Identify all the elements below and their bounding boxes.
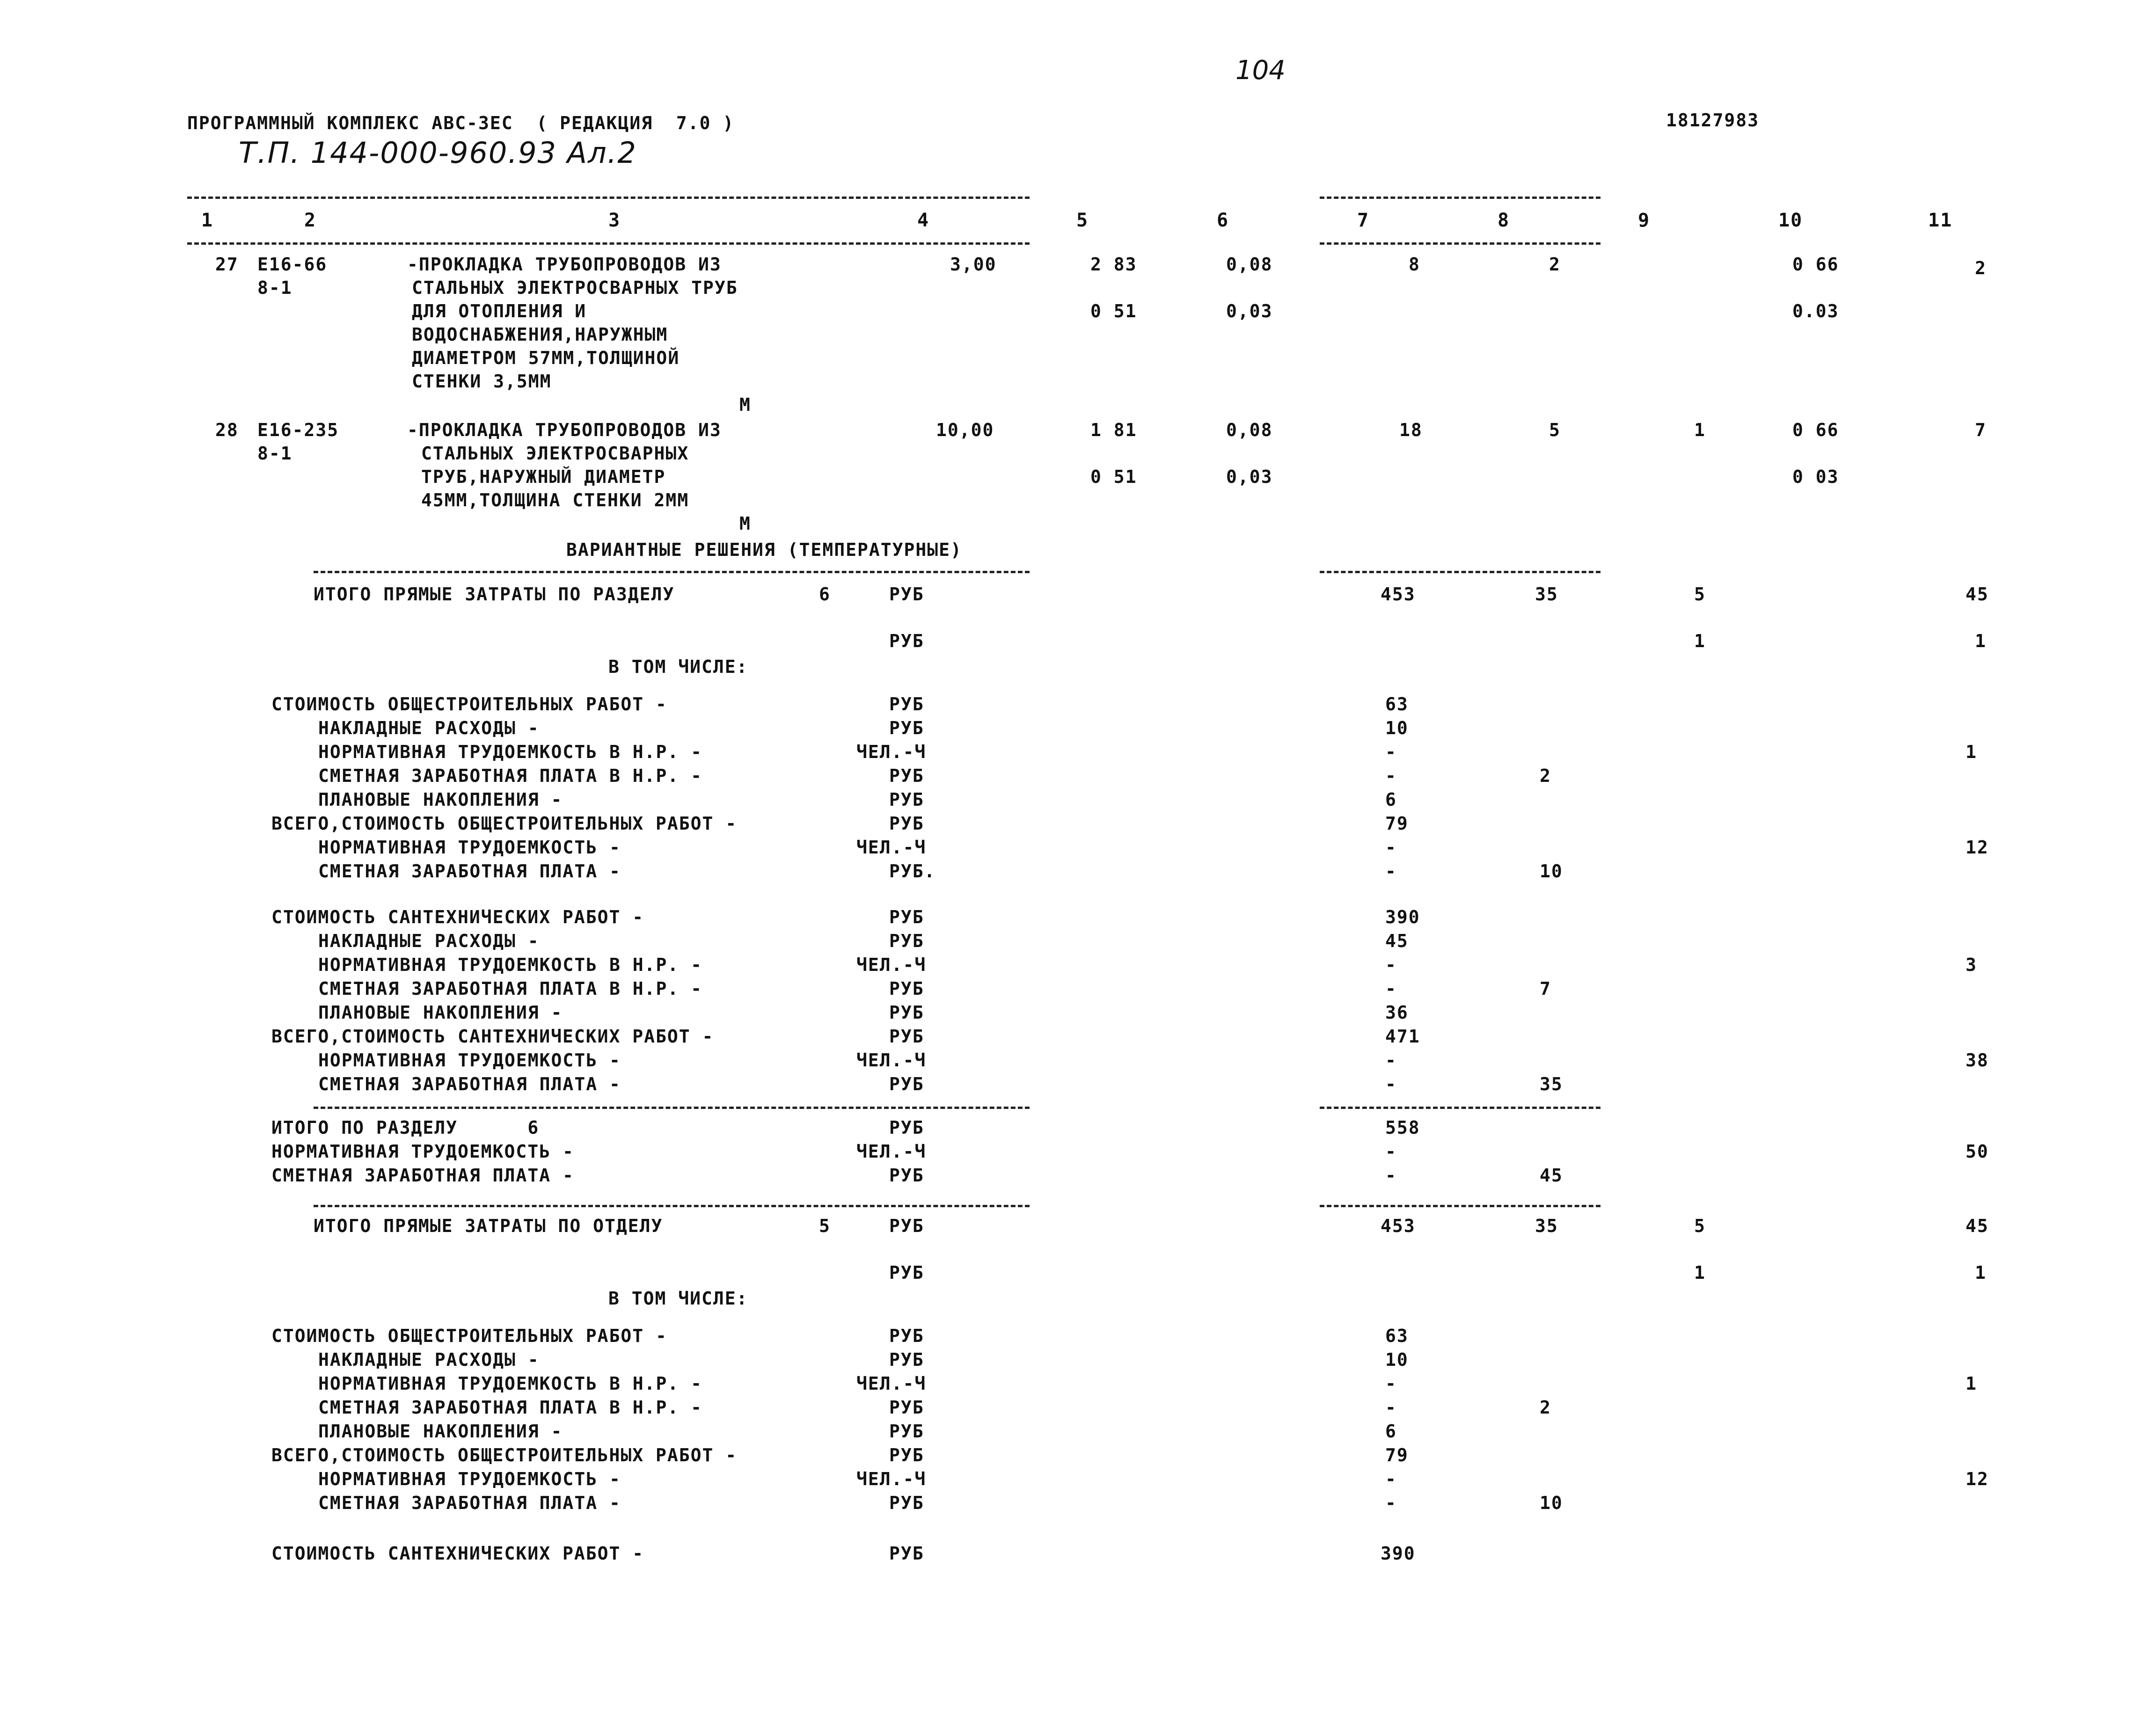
- column-header: 2: [304, 210, 317, 231]
- row-label: НОРМАТИВНАЯ ТРУДОЕМКОСТЬ -: [318, 837, 621, 858]
- column-header: 10: [1778, 210, 1803, 231]
- row-unit: РУБ: [889, 1165, 924, 1186]
- row-col8: 35: [1540, 1074, 1563, 1094]
- cell-col10-a: 0 66: [1792, 420, 1839, 440]
- unit-mark: М: [739, 513, 751, 534]
- section-total-number: 6: [819, 584, 831, 605]
- row-col8: 2: [1540, 1397, 1551, 1418]
- row-label: СТОИМОСТЬ ОБЩЕСТРОИТЕЛЬНЫХ РАБОТ -: [271, 694, 667, 714]
- row-col7: -: [1385, 861, 1397, 882]
- row-unit: ЧЕЛ.-Ч: [856, 1050, 927, 1071]
- cell-unit-price-total: 1 81: [1090, 420, 1137, 440]
- row-unit: РУБ: [889, 1445, 924, 1465]
- row-col11: 3: [1966, 955, 1977, 975]
- department-total-unit: РУБ: [889, 1216, 924, 1236]
- row-label: ВСЕГО,СТОИМОСТЬ САНТЕХНИЧЕСКИХ РАБОТ -: [271, 1026, 714, 1047]
- unit-mark: М: [739, 394, 751, 415]
- row-col7: 558: [1385, 1117, 1420, 1138]
- row-col7: -: [1385, 955, 1397, 975]
- department-total-unit2: РУБ: [889, 1262, 924, 1283]
- rule: [314, 1107, 1030, 1109]
- header-rule-bottom: [187, 242, 1030, 245]
- cell-col6-a: 0,08: [1226, 254, 1273, 275]
- row-label: ПЛАНОВЫЕ НАКОПЛЕНИЯ -: [318, 1421, 563, 1442]
- row-col7: -: [1385, 837, 1397, 858]
- item-desc-line: ВОДОСНАБЖЕНИЯ,НАРУЖНЫМ: [412, 324, 668, 345]
- row-col7: -: [1385, 1165, 1397, 1186]
- cell-col9: 1: [1694, 420, 1706, 440]
- row-col7: -: [1385, 1469, 1397, 1489]
- row-unit: ЧЕЛ.-Ч: [856, 837, 927, 858]
- section-total-col9b: 1: [1694, 631, 1706, 651]
- cell-col7: 18: [1399, 420, 1423, 440]
- row-unit: РУБ: [889, 1026, 924, 1047]
- department-total-col11b: 1: [1975, 1262, 1987, 1283]
- section-total-col8: 35: [1535, 584, 1558, 605]
- row-unit: РУБ: [889, 1349, 924, 1370]
- last-line-unit: РУБ: [889, 1543, 924, 1564]
- row-label: НОРМАТИВНАЯ ТРУДОЕМКОСТЬ -: [271, 1141, 574, 1162]
- row-label: НОРМАТИВНАЯ ТРУДОЕМКОСТЬ В Н.Р. -: [318, 742, 702, 762]
- row-col7: -: [1385, 1050, 1397, 1071]
- row-col7: -: [1385, 1074, 1397, 1094]
- row-col11: 1: [1966, 1373, 1977, 1394]
- row-unit: РУБ: [889, 789, 924, 810]
- row-label: НАКЛАДНЫЕ РАСХОДЫ -: [318, 718, 540, 738]
- row-col7: -: [1385, 1141, 1397, 1162]
- cell-unit-price-total: 2 83: [1090, 254, 1137, 275]
- row-unit: РУБ.: [889, 861, 936, 882]
- row-unit: РУБ: [889, 813, 924, 834]
- row-col7: 10: [1385, 718, 1409, 738]
- row-unit: РУБ: [889, 1074, 924, 1094]
- row-unit: РУБ: [889, 931, 924, 951]
- row-col11: 1: [1966, 742, 1977, 762]
- row-col7: 79: [1385, 1445, 1409, 1465]
- row-col7: 63: [1385, 694, 1409, 714]
- item-desc-line: СТАЛЬНЫХ ЭЛЕКТРОСВАРНЫХ: [421, 443, 689, 464]
- department-total-col9b: 1: [1694, 1262, 1706, 1283]
- row-label: СМЕТНАЯ ЗАРАБОТНАЯ ПЛАТА -: [318, 861, 621, 882]
- rule: [1320, 1107, 1601, 1109]
- item-code: Е16-235: [257, 420, 339, 440]
- row-label: СТОИМОСТЬ САНТЕХНИЧЕСКИХ РАБОТ -: [271, 907, 644, 927]
- row-label: ВСЕГО,СТОИМОСТЬ ОБЩЕСТРОИТЕЛЬНЫХ РАБОТ -: [271, 1445, 738, 1465]
- department-total-number: 5: [819, 1216, 831, 1236]
- row-label: СМЕТНАЯ ЗАРАБОТНАЯ ПЛАТА В Н.Р. -: [318, 1397, 702, 1418]
- item-desc-line: -ПРОКЛАДКА ТРУБОПРОВОДОВ ИЗ: [407, 420, 722, 440]
- section-total-col11b: 1: [1975, 631, 1987, 651]
- column-header: 9: [1638, 210, 1651, 231]
- header-rule-top-right: [1320, 197, 1601, 199]
- cell-unit-price-wage: 0 51: [1090, 301, 1137, 321]
- row-unit: РУБ: [889, 1326, 924, 1346]
- last-line-col7: 390: [1381, 1543, 1416, 1564]
- row-col8: 10: [1540, 861, 1563, 882]
- cell-col10-b: 0.03: [1792, 301, 1839, 321]
- row-col7: -: [1385, 1493, 1397, 1513]
- rule: [314, 571, 1030, 573]
- row-unit: ЧЕЛ.-Ч: [856, 1373, 927, 1394]
- item-desc-line: ДЛЯ ОТОПЛЕНИЯ И: [412, 301, 587, 321]
- rule: [1320, 1205, 1601, 1207]
- row-unit: ЧЕЛ.-Ч: [856, 1141, 927, 1162]
- row-col11: 12: [1966, 837, 1989, 858]
- column-header: 1: [201, 210, 214, 231]
- department-total-col9: 5: [1694, 1216, 1706, 1236]
- item-desc-line: ТРУБ,НАРУЖНЫЙ ДИАМЕТР: [421, 467, 666, 487]
- row-label: СМЕТНАЯ ЗАРАБОТНАЯ ПЛАТА В Н.Р. -: [318, 978, 702, 999]
- rule: [1320, 571, 1601, 573]
- row-label: ПЛАНОВЫЕ НАКОПЛЕНИЯ -: [318, 1002, 563, 1023]
- cell-col6-a: 0,08: [1226, 420, 1273, 440]
- section-total-label: ИТОГО ПРЯМЫЕ ЗАТРАТЫ ПО РАЗДЕЛУ: [314, 584, 675, 605]
- cell-col6-b: 0,03: [1226, 301, 1273, 321]
- item-number: 27: [215, 254, 239, 275]
- row-unit: РУБ: [889, 1002, 924, 1023]
- header-rule-top: [187, 197, 1030, 199]
- row-col7: 63: [1385, 1326, 1409, 1346]
- page-number: 104: [1235, 55, 1286, 86]
- department-total-col11: 45: [1966, 1216, 1989, 1236]
- row-label: НАКЛАДНЫЕ РАСХОДЫ -: [318, 1349, 540, 1370]
- row-label: ИТОГО ПО РАЗДЕЛУ 6: [271, 1117, 540, 1138]
- document-code: 18127983: [1666, 110, 1760, 131]
- column-header: 11: [1928, 210, 1953, 231]
- row-label: НОРМАТИВНАЯ ТРУДОЕМКОСТЬ -: [318, 1469, 621, 1489]
- program-header: ПРОГРАММНЫЙ КОМПЛЕКС АВС-3ЕС ( РЕДАКЦИЯ 7.0 ): [187, 113, 735, 133]
- row-unit: ЧЕЛ.-Ч: [856, 742, 927, 762]
- item-subcode: 8-1: [257, 277, 292, 298]
- row-col7: 79: [1385, 813, 1409, 834]
- section-total-col9: 5: [1694, 584, 1706, 605]
- row-label: СМЕТНАЯ ЗАРАБОТНАЯ ПЛАТА -: [271, 1165, 574, 1186]
- department-total-col7: 453: [1381, 1216, 1416, 1236]
- including-heading: В ТОМ ЧИСЛЕ:: [608, 1288, 748, 1309]
- section-total-col11: 45: [1966, 584, 1989, 605]
- row-label: НОРМАТИВНАЯ ТРУДОЕМКОСТЬ В Н.Р. -: [318, 1373, 702, 1394]
- item-desc-line: СТЕНКИ 3,5ММ: [412, 371, 552, 392]
- row-unit: РУБ: [889, 1493, 924, 1513]
- row-col7: 36: [1385, 1002, 1409, 1023]
- column-header: 7: [1357, 210, 1370, 231]
- row-col7: 10: [1385, 1349, 1409, 1370]
- row-unit: РУБ: [889, 718, 924, 738]
- row-unit: РУБ: [889, 765, 924, 786]
- column-header: 3: [608, 210, 621, 231]
- row-label: СТОИМОСТЬ ОБЩЕСТРОИТЕЛЬНЫХ РАБОТ -: [271, 1326, 667, 1346]
- item-desc-line: -ПРОКЛАДКА ТРУБОПРОВОДОВ ИЗ: [407, 254, 722, 275]
- row-col7: 6: [1385, 1421, 1397, 1442]
- handwritten-reference: Т.П. 144-000-960.93 Ал.2: [239, 136, 637, 170]
- including-heading: В ТОМ ЧИСЛЕ:: [608, 656, 748, 677]
- cell-col10-a: 0 66: [1792, 254, 1839, 275]
- cell-col10-b: 0 03: [1792, 467, 1839, 487]
- item-desc-line: 45ММ,ТОЛЩИНА СТЕНКИ 2ММ: [421, 490, 689, 510]
- column-header: 4: [917, 210, 930, 231]
- item-code: Е16-66: [257, 254, 328, 275]
- cell-col7: 8: [1409, 254, 1420, 275]
- row-unit: РУБ: [889, 1117, 924, 1138]
- row-unit: РУБ: [889, 907, 924, 927]
- row-label: НОРМАТИВНАЯ ТРУДОЕМКОСТЬ В Н.Р. -: [318, 955, 702, 975]
- row-label: НОРМАТИВНАЯ ТРУДОЕМКОСТЬ -: [318, 1050, 621, 1071]
- row-unit: РУБ: [889, 694, 924, 714]
- section-total-unit2: РУБ: [889, 631, 924, 651]
- row-col7: -: [1385, 765, 1397, 786]
- department-total-col8: 35: [1535, 1216, 1558, 1236]
- department-total-label: ИТОГО ПРЯМЫЕ ЗАТРАТЫ ПО ОТДЕЛУ: [314, 1216, 663, 1236]
- item-subcode: 8-1: [257, 443, 292, 464]
- row-unit: РУБ: [889, 1397, 924, 1418]
- row-col11: 12: [1966, 1469, 1989, 1489]
- row-col11: 50: [1966, 1141, 1989, 1162]
- row-col7: 390: [1385, 907, 1420, 927]
- row-col8: 45: [1540, 1165, 1563, 1186]
- section-total-col7: 453: [1381, 584, 1416, 605]
- row-label: СМЕТНАЯ ЗАРАБОТНАЯ ПЛАТА В Н.Р. -: [318, 765, 702, 786]
- row-unit: РУБ: [889, 1421, 924, 1442]
- cell-col6-b: 0,03: [1226, 467, 1273, 487]
- row-label: СМЕТНАЯ ЗАРАБОТНАЯ ПЛАТА -: [318, 1493, 621, 1513]
- row-col7: 6: [1385, 789, 1397, 810]
- variant-title: ВАРИАНТНЫЕ РЕШЕНИЯ (ТЕМПЕРАТУРНЫЕ): [566, 539, 962, 560]
- cell-col8: 2: [1549, 254, 1561, 275]
- row-unit: РУБ: [889, 978, 924, 999]
- row-col7: -: [1385, 978, 1397, 999]
- column-header: 5: [1076, 210, 1089, 231]
- row-label: ВСЕГО,СТОИМОСТЬ ОБЩЕСТРОИТЕЛЬНЫХ РАБОТ -: [271, 813, 738, 834]
- last-line-label: СТОИМОСТЬ САНТЕХНИЧЕСКИХ РАБОТ -: [271, 1543, 644, 1564]
- cell-quantity: 3,00: [950, 254, 997, 275]
- row-unit: ЧЕЛ.-Ч: [856, 955, 927, 975]
- item-desc-line: ДИАМЕТРОМ 57ММ,ТОЛЩИНОЙ: [412, 348, 680, 368]
- item-number: 28: [215, 420, 239, 440]
- item-desc-line: СТАЛЬНЫХ ЭЛЕКТРОСВАРНЫХ ТРУБ: [412, 277, 738, 298]
- row-col7: -: [1385, 1397, 1397, 1418]
- cell-col8: 5: [1549, 420, 1561, 440]
- row-col11: 38: [1966, 1050, 1989, 1071]
- section-total-unit: РУБ: [889, 584, 924, 605]
- row-label: ПЛАНОВЫЕ НАКОПЛЕНИЯ -: [318, 789, 563, 810]
- cell-col11: 7: [1975, 420, 1987, 440]
- row-label: СМЕТНАЯ ЗАРАБОТНАЯ ПЛАТА -: [318, 1074, 621, 1094]
- header-rule-bottom-right: [1320, 242, 1601, 245]
- row-col7: -: [1385, 1373, 1397, 1394]
- row-col8: 7: [1540, 978, 1551, 999]
- column-header: 6: [1217, 210, 1229, 231]
- cell-col11: 2: [1975, 258, 1987, 278]
- row-col8: 2: [1540, 765, 1551, 786]
- row-col7: 45: [1385, 931, 1409, 951]
- row-unit: ЧЕЛ.-Ч: [856, 1469, 927, 1489]
- row-label: НАКЛАДНЫЕ РАСХОДЫ -: [318, 931, 540, 951]
- row-col7: -: [1385, 742, 1397, 762]
- cell-quantity: 10,00: [936, 420, 994, 440]
- row-col7: 471: [1385, 1026, 1420, 1047]
- row-col8: 10: [1540, 1493, 1563, 1513]
- rule: [314, 1205, 1030, 1207]
- column-header: 8: [1498, 210, 1510, 231]
- cell-unit-price-wage: 0 51: [1090, 467, 1137, 487]
